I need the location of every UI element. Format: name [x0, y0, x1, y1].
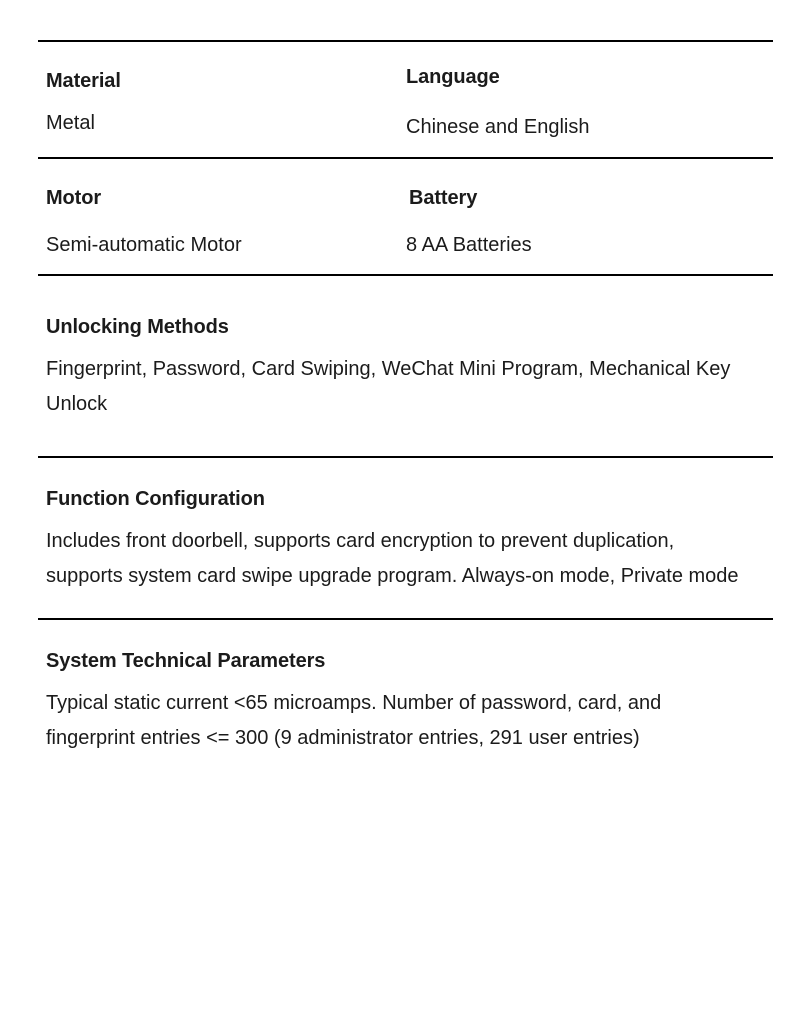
spec-row-motor-battery [0, 159, 790, 258]
spec-value-battery: 8 AA Batteries [406, 234, 532, 256]
spec-cell-language [0, 42, 790, 140]
spec-label-language: Language [406, 66, 500, 88]
spec-value-unlocking-methods: Fingerprint, Password, Card Swiping, WeChat Mini Program, Mechanical Key Unlock [46, 358, 731, 415]
spec-block-unlocking-methods [0, 314, 790, 422]
row-gap-1 [0, 140, 790, 157]
top-spacer [0, 0, 790, 40]
spec-value-language: Chinese and English [406, 116, 590, 138]
block-gap-1 [0, 422, 790, 456]
spec-value-function-configuration: Includes front doorbell, supports card encryption to prevent duplication, supports system card swipe upgrade program. Always-on mode, Private mode [46, 530, 739, 587]
spec-label-material: Material [46, 70, 121, 92]
divider-rule-4 [38, 456, 773, 458]
spec-value-system-technical-parameters: Typical static current <65 microamps. Number of password, card, and fingerprint entries <= 300 (9 administrator entries, 291 user entries) [46, 692, 662, 749]
spec-cell-battery [0, 159, 790, 258]
block-gap-2 [0, 594, 790, 618]
spec-value-material: Metal [46, 112, 95, 134]
spec-label-system-technical-parameters: System Technical Parameters [46, 650, 326, 672]
divider-rule-3 [38, 274, 773, 276]
spec-label-motor: Motor [46, 187, 102, 209]
spec-value-motor: Semi-automatic Motor [46, 234, 242, 256]
spec-block-function-configuration [0, 486, 790, 594]
divider-rule-5 [38, 618, 773, 620]
spec-block-system-technical-parameters [0, 648, 790, 756]
spec-row-material-language [0, 42, 790, 140]
spec-label-unlocking-methods: Unlocking Methods [46, 316, 229, 338]
row-gap-2 [0, 258, 790, 274]
spec-label-function-configuration: Function Configuration [46, 488, 265, 510]
spec-label-battery: Battery [409, 187, 478, 209]
